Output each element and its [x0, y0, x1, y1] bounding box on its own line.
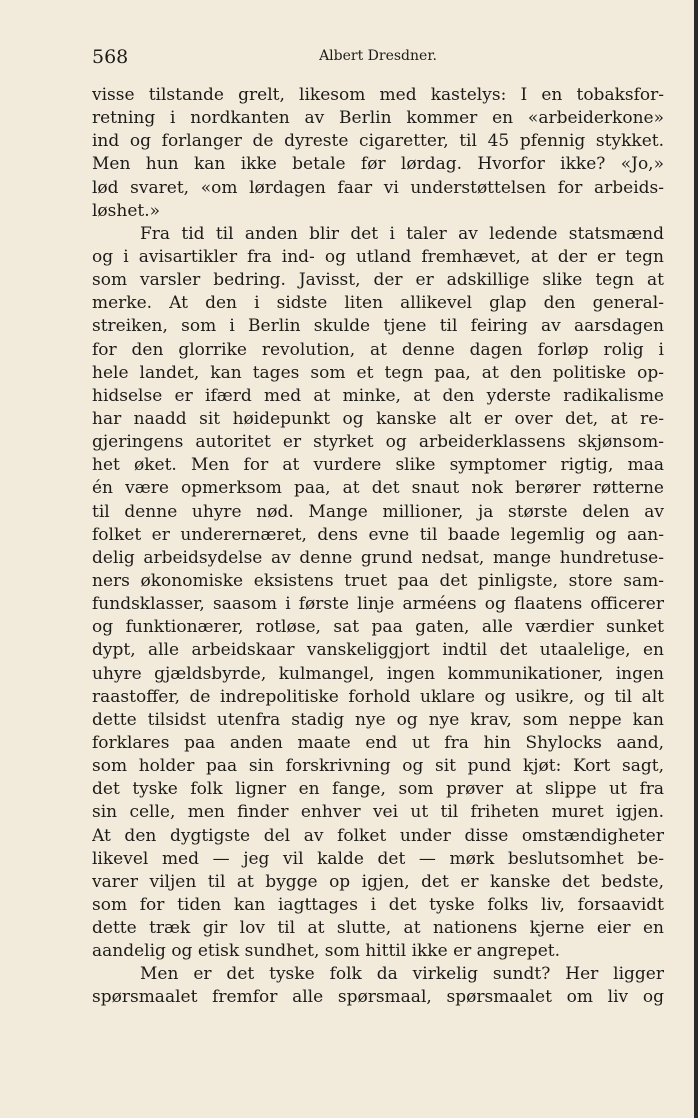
text-line: folket er underernæret, dens evne til baade legemlig og aan- [92, 524, 664, 545]
text-line: spørsmaalet fremfor alle spørsmaal, spørsmaalet om liv og [92, 987, 664, 1008]
text-line: dypt, alle arbeidskaar vanskeliggjort indtil det utaalelige, en [92, 640, 664, 661]
text-line: merke. At den i sidste liten allikevel glap den general- [92, 293, 664, 314]
text-line: lød svaret, «om lørdagen faar vi understøttelsen for arbeids- [92, 177, 664, 198]
text-line: for den glorrike revolution, at denne dagen forløp rolig i [92, 339, 664, 360]
text-line: Men hun kan ikke betale før lørdag. Hvorfor ikke? «Jo,» [92, 154, 664, 175]
text-line: delig arbeidsydelse av denne grund nedsat, mange hundretuse- [92, 547, 664, 568]
text-line: forklares paa anden maate end ut fra hin Shylocks aand, [92, 732, 664, 753]
paragraph [92, 223, 664, 964]
text-line: ind og forlanger de dyreste cigaretter, til 45 pfennig stykket. [92, 131, 664, 152]
text-line: het øket. Men for at vurdere slike symptomer rigtig, maa [92, 455, 664, 476]
text-line: uhyre gjældsbyrde, kulmangel, ingen kommunikationer, ingen [92, 663, 664, 684]
text-line: aandelig og etisk sundhet, som hittil ikke er angrepet. [92, 941, 560, 962]
text-line: streiken, som i Berlin skulde tjene til feiring av aarsdagen [92, 316, 664, 337]
page-edge-shadow [694, 0, 698, 1118]
paragraph [92, 963, 664, 1009]
text-line: visse tilstande grelt, likesom med kastelys: I en tobaksfor- [92, 85, 664, 105]
text-line: dette træk gir lov til at slutte, at nationens kjerne eier en [92, 918, 664, 939]
text-line: som holder paa sin forskrivning og sit pund kjøt: Kort sagt, [92, 756, 664, 777]
text-line: dette tilsidst utenfra stadig nye og nye krav, som neppe kan [92, 709, 664, 730]
paragraph [92, 84, 664, 223]
text-line: Men er det tyske folk da virkelig sundt? Her ligger [140, 964, 664, 985]
text-line: som varsler bedring. Javisst, der er adskillige slike tegn at [92, 270, 664, 291]
text-line: varer viljen til at bygge op igjen, det er kanske det bedste, [92, 871, 664, 892]
text-line: til denne uhyre nød. Mange millioner, ja største delen av [92, 501, 664, 522]
text-line: har naadd sit høidepunkt og kanske alt er over det, at re- [92, 408, 664, 429]
text-line: Fra tid til anden blir det i taler av ledende statsmænd [140, 223, 664, 244]
page-number: 568 [92, 46, 129, 68]
text-line: hele landet, kan tages som et tegn paa, at den politiske op- [92, 362, 664, 383]
text-line: fundsklasser, saasom i første linje arméens og flaatens officerer [92, 594, 664, 615]
text-line: og i avisartikler fra ind- og utland fremhævet, at der er tegn [92, 246, 664, 267]
text-line: som for tiden kan iagttages i det tyske folks liv, forsaavidt [92, 894, 664, 915]
page-header [92, 46, 664, 70]
text-line: sin celle, men finder enhver vei ut til friheten muret igjen. [92, 802, 664, 823]
text-line: likevel med — jeg vil kalde det — mørk beslutsomhet be- [92, 848, 664, 869]
text-line: raastoffer, de indrepolitiske forhold uklare og usikre, og til alt [92, 686, 664, 707]
text-line: hidselse er ifærd med at minke, at den yderste radikalisme [92, 385, 664, 406]
text-line: løshet.» [92, 200, 161, 221]
text-line: gjeringens autoritet er styrket og arbeiderklassens skjønsom- [92, 432, 664, 453]
text-line: ners økonomiske eksistens truet paa det pinligste, store sam- [92, 570, 664, 591]
text-line: retning i nordkanten av Berlin kommer en «arbeiderkone» [92, 108, 664, 129]
text-line: én være opmerksom paa, at det snaut nok berører røtterne [92, 478, 664, 499]
text-line: det tyske folk ligner en fange, som prøver at slippe ut fra [92, 779, 664, 800]
body-text [92, 84, 664, 1010]
running-head: Albert Dresdner. [319, 48, 437, 64]
text-line: At den dygtigste del av folket under disse omstændigheter [92, 825, 664, 846]
text-line: og funktionærer, rotløse, sat paa gaten, alle værdier sunket [92, 617, 664, 638]
